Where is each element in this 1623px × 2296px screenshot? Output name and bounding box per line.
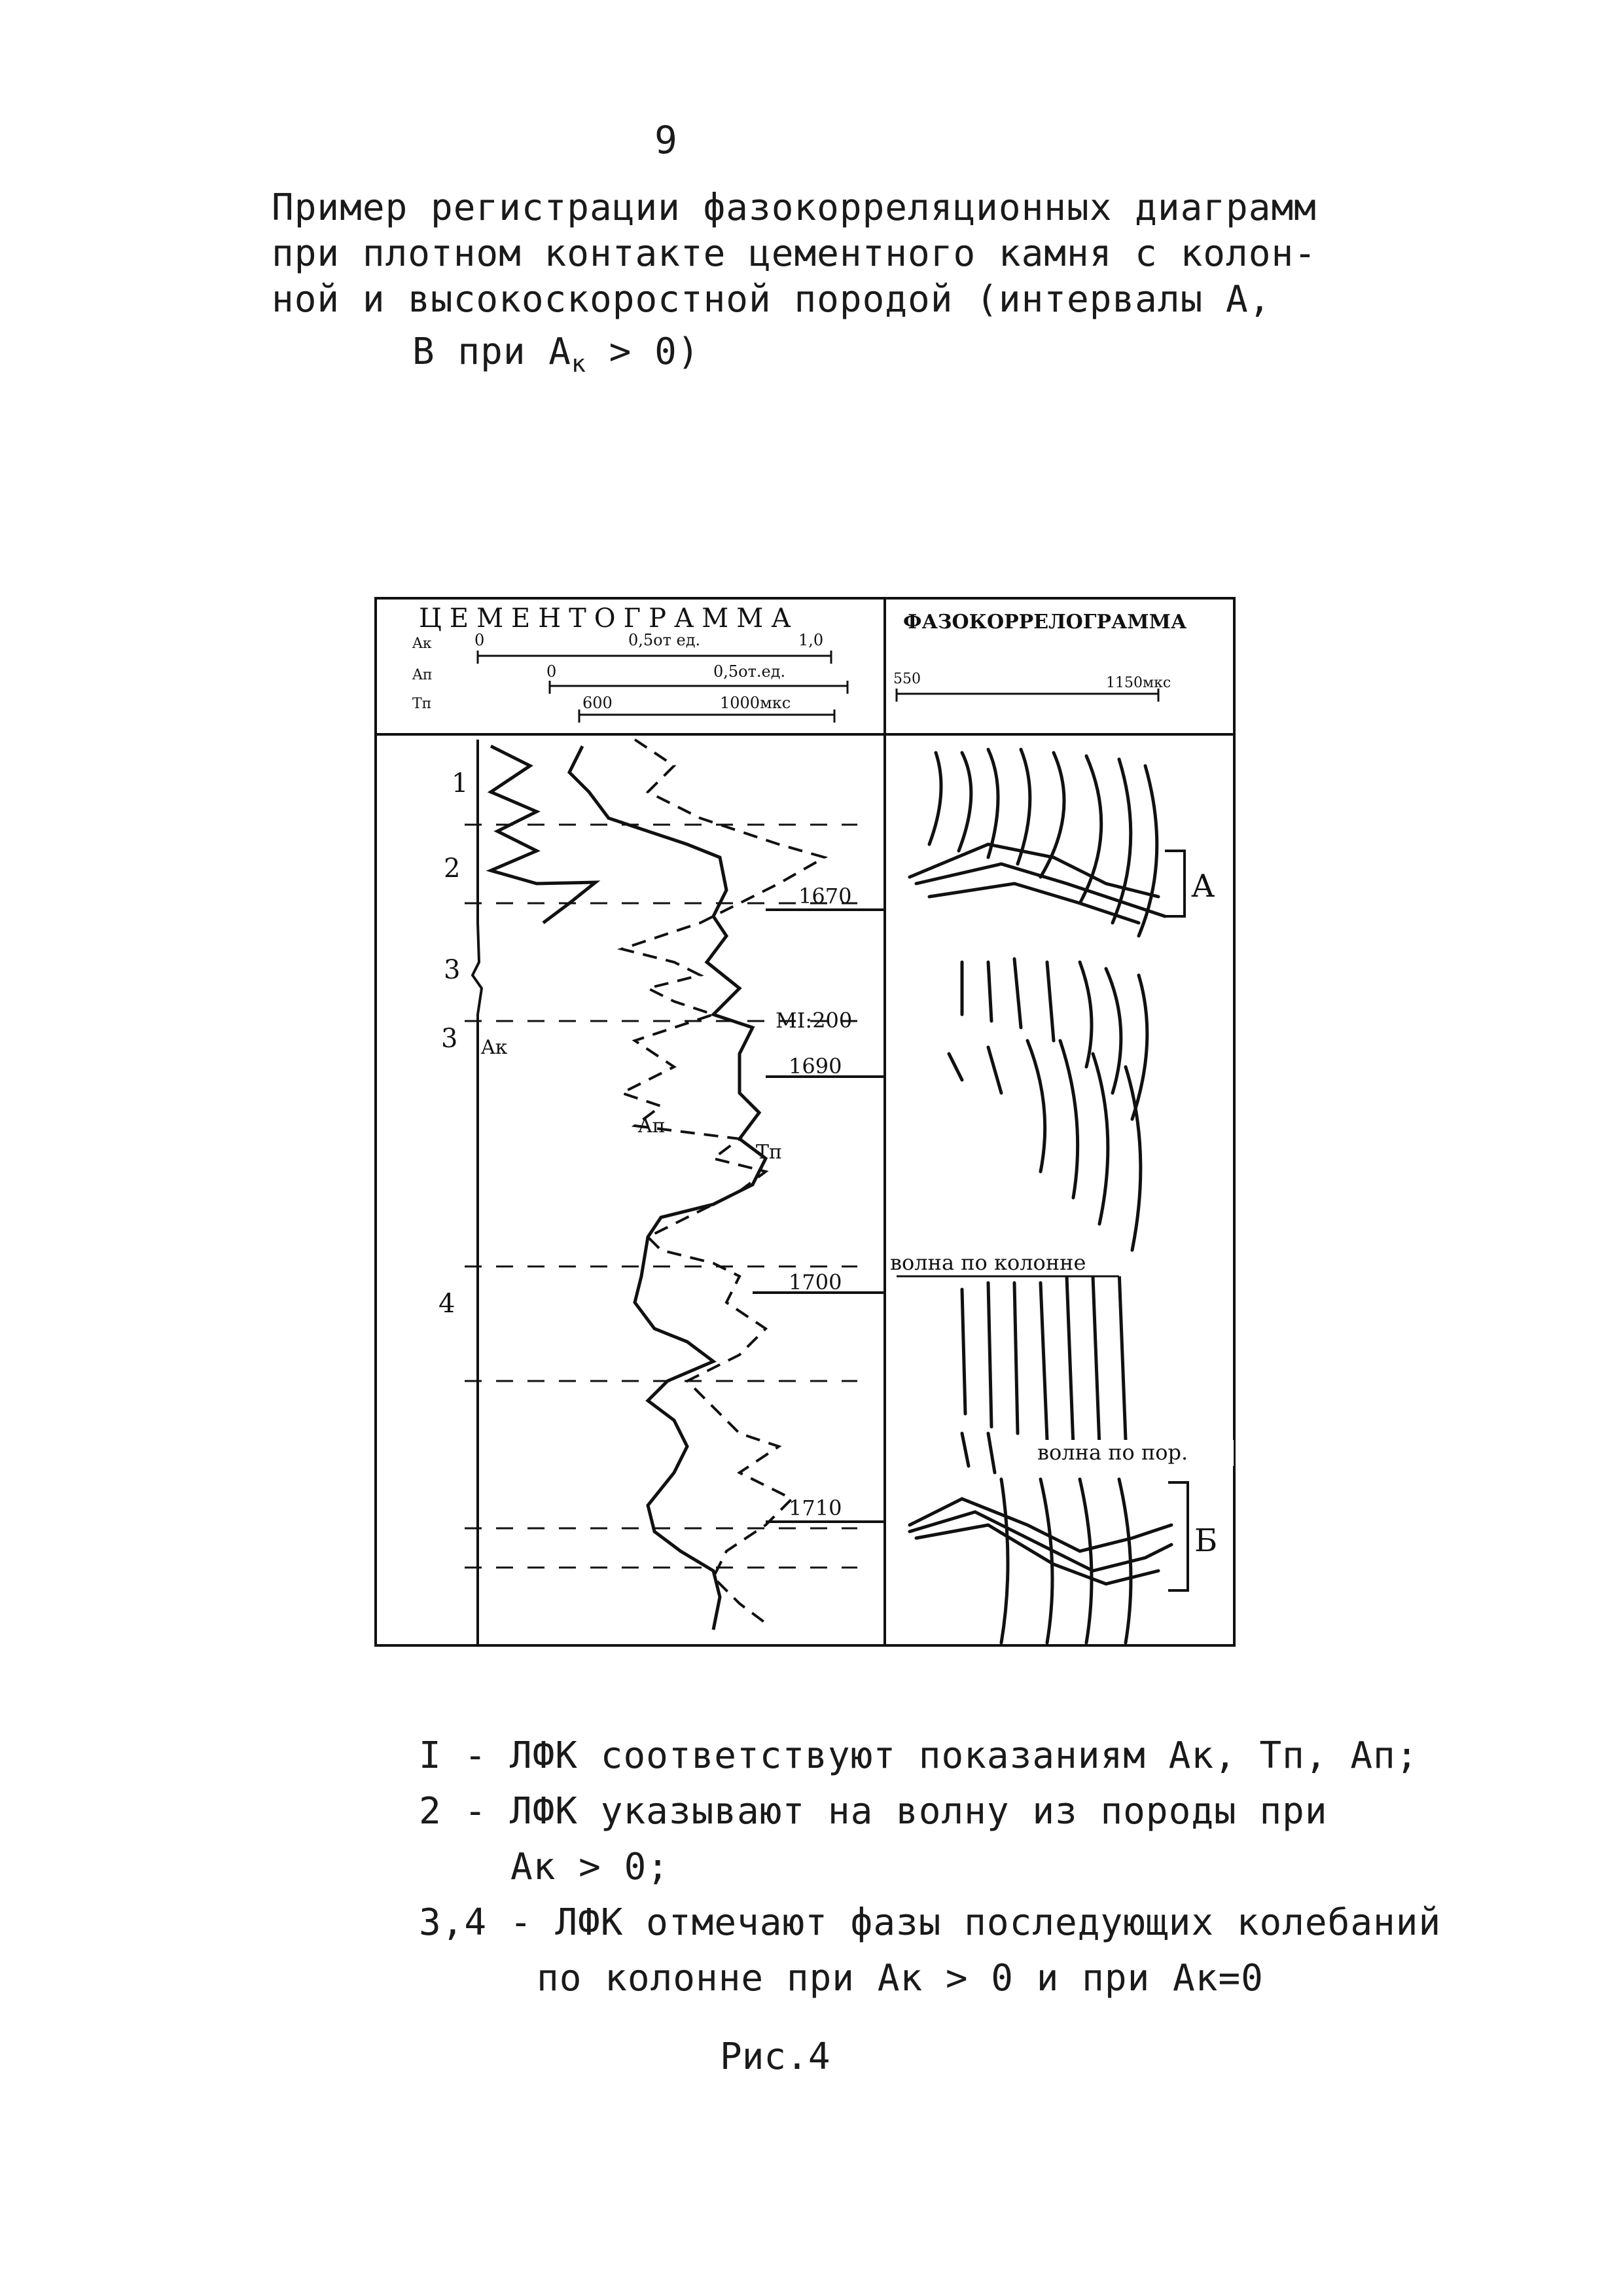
zone-1: 1	[452, 768, 469, 798]
legend-item-2: 2 - ЛФК указывают на волну из породы при	[419, 1790, 1328, 1833]
caption-line-2: при плотном контакте цементного камня с колон-	[272, 232, 1317, 275]
zone-3b: 3	[441, 1024, 458, 1054]
legend-item-3-cont: по колонне при Ак > 0 и при Ак=0	[537, 1957, 1264, 2000]
scale-right-max: 1150мкс	[1106, 675, 1171, 691]
legend-item-1: I - ЛФК соответствуют показаниям Aк, Tп, Aп;	[419, 1734, 1419, 1777]
scale-tn-min: 600	[582, 694, 613, 712]
wave-rock-label: волна по пор.	[1037, 1440, 1188, 1465]
zone-3a: 3	[444, 955, 461, 985]
scale-right-min: 550	[893, 671, 921, 687]
cementogram-figure	[373, 596, 1237, 1649]
scale-ak-max: 1,0	[798, 631, 824, 649]
wave-casing-label: волна по колонне	[890, 1250, 1086, 1275]
zone-4: 4	[438, 1289, 455, 1319]
page-number: 9	[654, 118, 677, 162]
scale-tn-max: 1000мкс	[720, 694, 791, 712]
curve-label-ak: Aк	[481, 1036, 508, 1059]
figure-label: Рис.4	[720, 2036, 830, 2078]
right-panel-title: ФАЗОКОРРЕЛОГРАММА	[903, 611, 1187, 634]
scale-label: MI:200	[776, 1008, 853, 1033]
scale-ak-min: 0	[474, 631, 485, 649]
depth-1670: 1670	[798, 884, 852, 908]
zone-2: 2	[444, 853, 461, 884]
caption-line-1: Пример регистрации фазокорреляционных диаграмм	[272, 187, 1317, 229]
scale-an-min: 0	[546, 662, 557, 681]
caption-line-4: В при $А_к > 0$)	[412, 331, 700, 378]
legend-item-3: 3,4 - ЛФК отмечают фазы последующих колебаний	[419, 1901, 1442, 1944]
left-panel-title: ЦЕМЕНТОГРАММА	[419, 603, 799, 634]
scale-an-mid: 0,5от.ед.	[713, 662, 786, 681]
depth-1710: 1710	[789, 1496, 842, 1520]
curve-label-an: Aп	[638, 1115, 666, 1138]
scale-tn-name: Tп	[412, 696, 432, 712]
interval-a: А	[1191, 868, 1215, 905]
interval-b: Б	[1194, 1522, 1218, 1559]
scale-an-name: Aп	[412, 667, 433, 683]
legend-item-2-cont: Aк > 0;	[510, 1846, 670, 1888]
depth-1690: 1690	[789, 1054, 842, 1079]
scale-ak-mid: 0,5от ед.	[628, 631, 701, 649]
scale-ak-name: Aк	[412, 636, 432, 652]
caption-line-3: ной и высокоскоростной породой (интервалы А,	[272, 278, 1272, 321]
curve-label-tn: Tп	[756, 1141, 783, 1164]
depth-1700: 1700	[789, 1270, 842, 1295]
